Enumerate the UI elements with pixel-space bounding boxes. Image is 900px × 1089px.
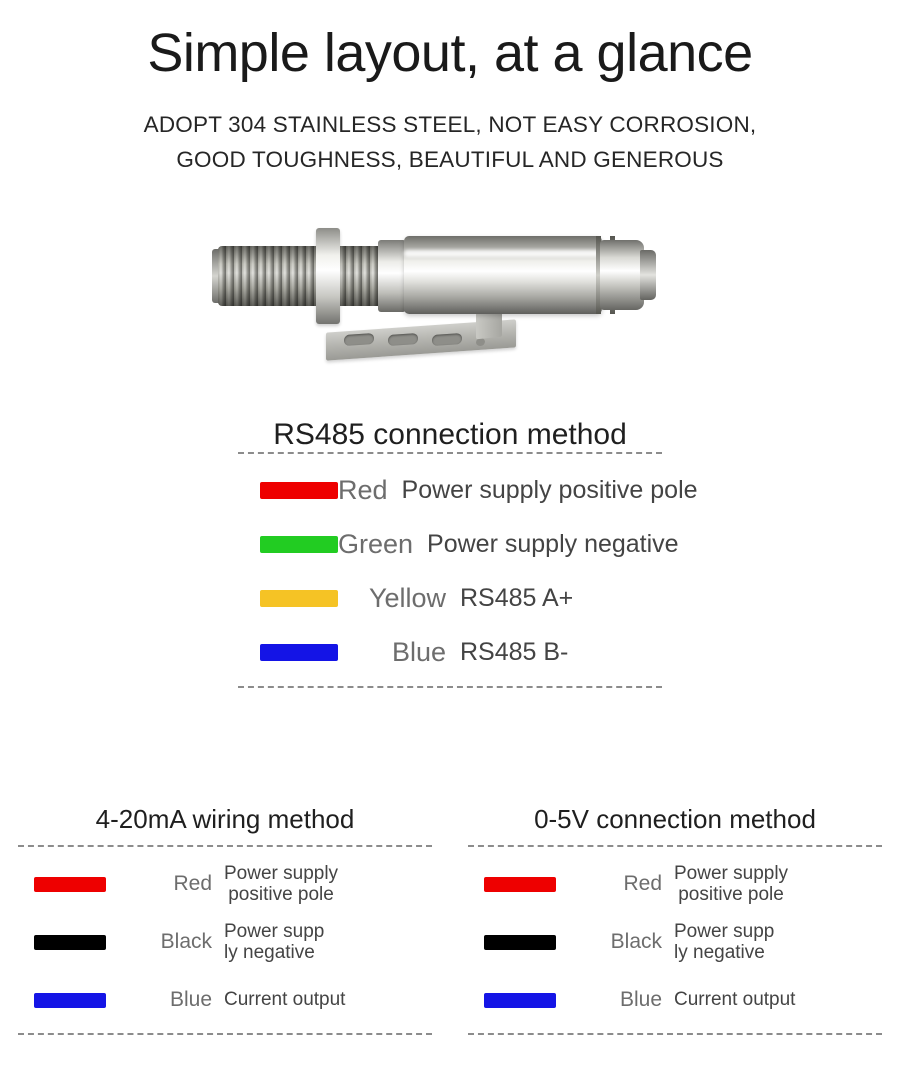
wire-color-label: Blue <box>391 637 446 668</box>
list-item <box>18 971 432 1029</box>
wire-function-label <box>224 863 338 906</box>
wire-color-swatch <box>34 935 106 950</box>
wire-function-line-1: Power supply <box>674 862 789 884</box>
list-item <box>18 855 432 913</box>
wire-color-swatch <box>34 993 106 1008</box>
wire-function-line-2: positive pole <box>678 884 784 905</box>
list-item <box>238 572 662 626</box>
wire-function-line-2: ly negative <box>224 942 315 963</box>
voltage-rows <box>468 847 882 1033</box>
sensor-threaded-barrel <box>218 246 398 306</box>
wire-color-label: Red <box>623 872 662 895</box>
wire-function-line-1: Power supp <box>674 920 775 942</box>
list-item <box>468 971 882 1029</box>
wire-color-swatch <box>260 590 338 607</box>
wire-function-label: Current output <box>224 989 346 1011</box>
wire-function-line-1: Power supply <box>224 862 339 884</box>
list-item <box>18 913 432 971</box>
wire-color-label: Blue <box>169 988 212 1011</box>
wire-color-label: Green <box>338 529 414 560</box>
rs485-title: RS485 connection method <box>273 417 627 451</box>
sensor-highlight <box>404 250 600 257</box>
wire-function-line-2: positive pole <box>228 884 334 905</box>
wire-color-swatch <box>260 644 338 661</box>
current-loop-rows <box>18 847 432 1033</box>
wire-color-label: Yellow <box>368 583 446 614</box>
divider-bottom <box>18 1033 432 1035</box>
product-photo <box>0 194 900 404</box>
wire-color-swatch <box>484 877 556 892</box>
page-subtitle <box>100 108 800 178</box>
wire-function-label <box>224 921 324 964</box>
wire-function-label <box>674 863 788 906</box>
subtitle-line-1: ADOPT 304 STAINLESS STEEL, NOT EASY CORROSION, <box>143 112 757 138</box>
list-item <box>468 913 882 971</box>
wire-color-label: Black <box>160 930 212 953</box>
wire-function-label: Power supply negative <box>427 530 679 559</box>
wire-function-line-1: Power supp <box>224 920 325 942</box>
list-item <box>238 518 679 572</box>
list-item <box>468 855 882 913</box>
sensor-flange-nut <box>316 228 340 324</box>
wire-function-label: RS485 B- <box>460 638 569 667</box>
divider-bottom <box>468 1033 882 1035</box>
bracket-slot <box>388 333 418 346</box>
rs485-rows <box>238 454 698 686</box>
list-item <box>238 464 698 518</box>
bracket-slot <box>344 333 374 346</box>
sensor-illustration <box>196 206 676 396</box>
wire-color-label: Blue <box>619 988 662 1011</box>
sensor-connector-tip <box>640 250 656 300</box>
voltage-title: 0-5V connection method <box>534 804 816 834</box>
sensor-body <box>404 236 602 314</box>
wire-function-line-2: ly negative <box>674 942 765 963</box>
wire-function-label <box>674 921 774 964</box>
bracket-slot <box>432 333 462 346</box>
wire-color-swatch <box>260 536 338 553</box>
wire-color-swatch <box>260 482 338 499</box>
wire-color-label: Red <box>173 872 212 895</box>
current-loop-section <box>18 804 432 1035</box>
wire-color-swatch <box>484 935 556 950</box>
wire-color-swatch <box>34 877 106 892</box>
wire-function-label: RS485 A+ <box>460 584 574 613</box>
wire-color-label: Red <box>338 475 388 506</box>
sensor-connector-cap <box>600 240 644 310</box>
current-loop-title: 4-20mA wiring method <box>95 804 355 834</box>
wire-function-label: Power supply positive pole <box>401 476 698 505</box>
page-title: Simple layout, at a glance <box>147 23 753 83</box>
list-item <box>238 626 662 680</box>
rs485-section <box>238 404 698 688</box>
subtitle-line-2: GOOD TOUGHNESS, BEAUTIFUL AND GENEROUS <box>176 146 724 172</box>
wire-color-label: Black <box>610 930 662 953</box>
divider-bottom <box>238 686 662 688</box>
wire-function-label: Current output <box>674 989 796 1011</box>
bottom-sections <box>0 804 900 1035</box>
wire-color-swatch <box>484 993 556 1008</box>
voltage-section <box>468 804 882 1035</box>
sensor-lock-nut <box>378 240 406 312</box>
